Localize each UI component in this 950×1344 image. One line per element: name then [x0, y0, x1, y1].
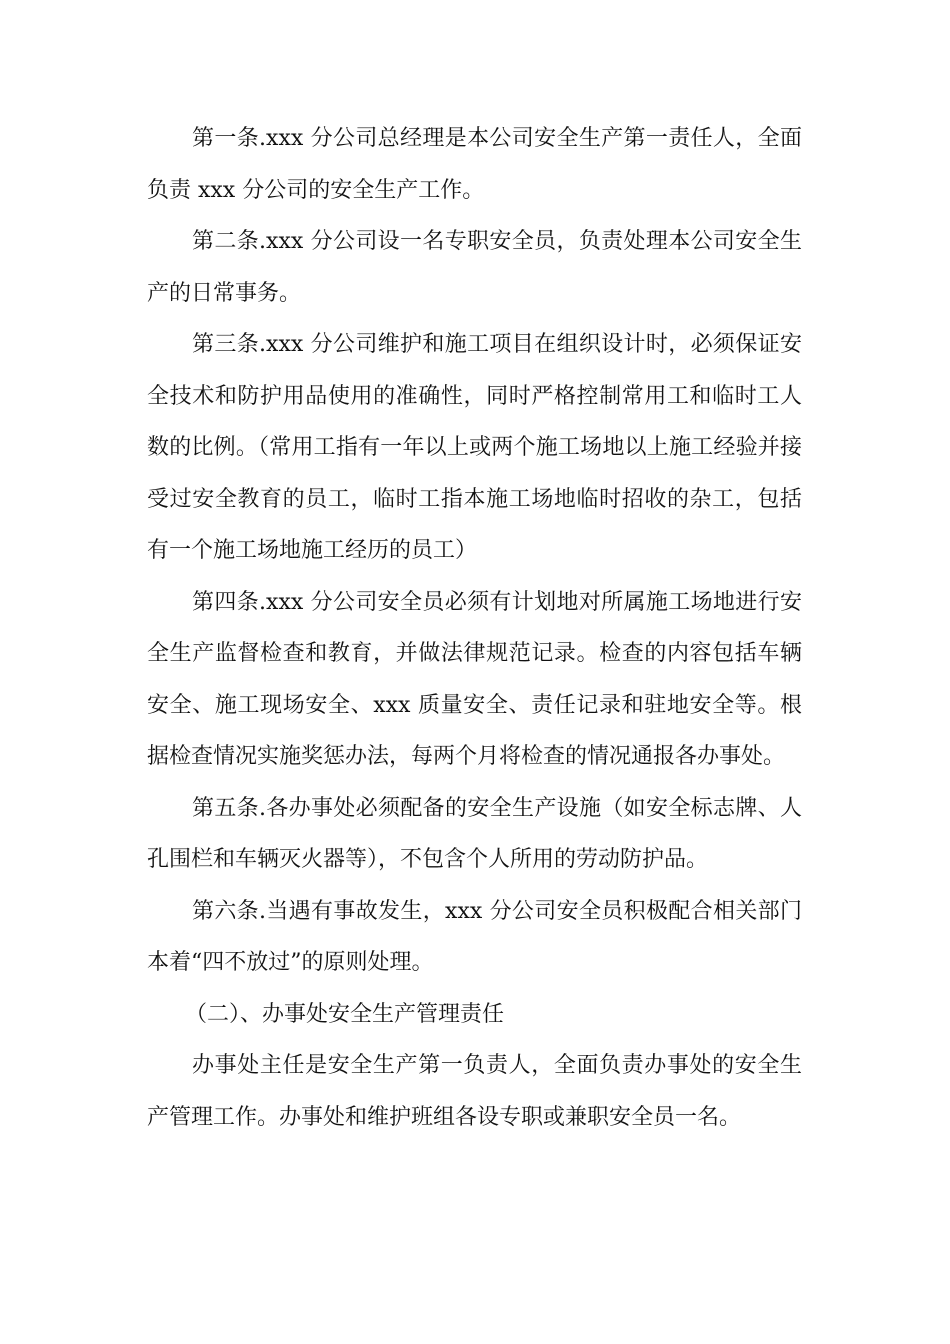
article-2-paragraph: 第二条.xxx 分公司设一名专职安全员，负责处理本公司安全生产的日常事务。	[147, 229, 802, 306]
document-body	[147, 113, 802, 1143]
article-4-paragraph: 第四条.xxx 分公司安全员必须有计划地对所属施工场地进行安全生产监督检查和教育，并做法律规范记录。检查的内容包括车辆安全、施工现场安全、xxx 质量安全、责任记录和驻地安全等。根据检查情况实施奖惩办法，每两个月将检查的情况通报各办事处。	[147, 589, 802, 769]
article-5-paragraph: 第五条.各办事处必须配备的安全生产设施（如安全标志牌、人孔围栏和车辆灭火器等），不包含个人所用的劳动防护品。	[147, 795, 802, 872]
section-paragraph: 办事处主任是安全生产第一负责人，全面负责办事处的安全生产管理工作。办事处和维护班组各设专职或兼职安全员一名。	[147, 1053, 802, 1130]
section-heading: （二）、办事处安全生产管理责任	[185, 1001, 505, 1027]
article-1-paragraph: 第一条.xxx 分公司总经理是本公司安全生产第一责任人，全面负责 xxx 分公司的安全生产工作。	[147, 126, 802, 203]
article-6-paragraph: 第六条.当遇有事故发生，xxx 分公司安全员积极配合相关部门本着“四不放过”的原则处理。	[147, 898, 802, 975]
article-3-paragraph: 第三条.xxx 分公司维护和施工项目在组织设计时，必须保证安全技术和防护用品使用的准确性，同时严格控制常用工和临时工人数的比例。（常用工指有一年以上或两个施工场地以上施工经验并接受过安全教育的员工，临时工指本施工场地临时招收的杂工，包括有一个施工场地施工经历的员工）	[147, 332, 802, 563]
